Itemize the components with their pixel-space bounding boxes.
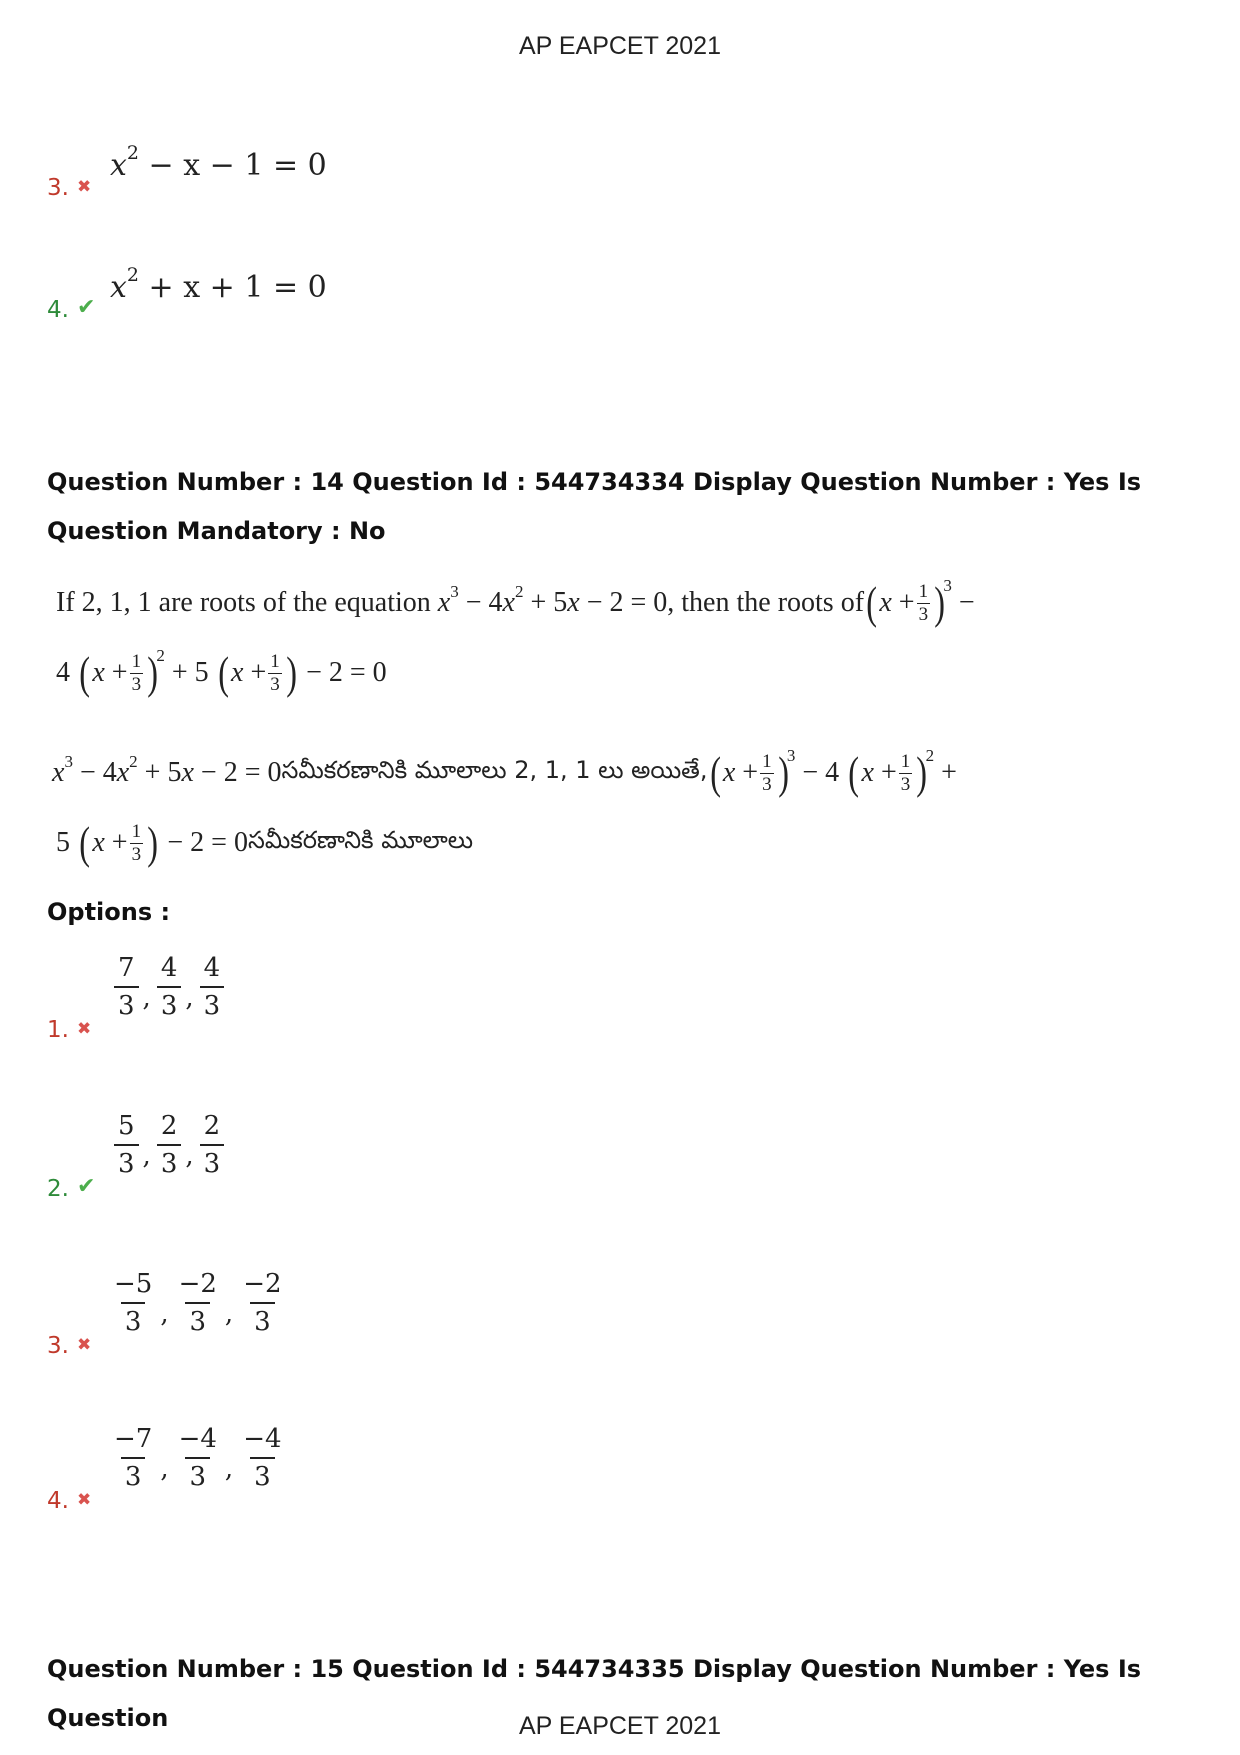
option-1[interactable] xyxy=(47,1017,107,1043)
wrong-icon: ✖ xyxy=(77,1335,92,1355)
wrong-icon: ✖ xyxy=(77,177,92,197)
option-3[interactable] xyxy=(47,1333,107,1359)
option-4[interactable] xyxy=(47,1488,107,1514)
wrong-icon: ✖ xyxy=(77,1490,92,1510)
prev-option-3-equation: $x^2 - x - 1 = 0$ xyxy=(110,142,327,183)
option-1-values: 7 3 , 4 3 , 4 3 xyxy=(114,950,224,1024)
question-14-english-line-1: If 2, 1, 1 are roots of the equation $x^3 - 4x^2 + 5x - 2 = 0$ , then the roots of ( x + $\frac{1}{3}$ ) 3 − xyxy=(56,576,975,628)
option-2-values: 5 3 , 2 3 , 2 3 xyxy=(114,1108,224,1182)
option-number: 3. xyxy=(47,175,69,201)
question-14-heading: Question Number : 14 Question Id : 544734334 Display Question Number : Yes Is Question Mandatory : No xyxy=(47,468,1142,545)
check-icon: ✔ xyxy=(77,295,96,320)
option-number: 4. xyxy=(47,1488,69,1514)
question-14-english-line-2: 4 ( x + $\frac{1}{3}$ ) 2 + 5 ( x + $\frac{1}{3}$ ) − 2 = 0 xyxy=(56,646,387,698)
wrong-icon: ✖ xyxy=(77,1019,92,1039)
question-15-heading: Question Number : 15 Question Id : 544734335 Display Question Number : Yes Is Question xyxy=(47,1655,1142,1732)
option-4-values: −7 3 , −4 3 , −4 3 xyxy=(110,1421,286,1495)
option-number: 2. xyxy=(47,1176,69,1202)
prev-option-4-equation: $x^2 + x + 1 = 0$ xyxy=(110,264,327,305)
prev-option-4[interactable] xyxy=(47,297,107,323)
check-icon: ✔ xyxy=(77,1174,96,1199)
option-2[interactable] xyxy=(47,1176,107,1202)
question-14-telugu-line-1: $x^3 - 4x^2 + 5x - 2 = 0$ సమీకరణానికి మూలాలు 2, 1, 1 లు అయితే, ( x + $\frac{1}{3}$ ) 3 − 4 ( x + $\frac{1}{3}$ ) 2 + xyxy=(52,746,957,798)
options-label: Options : xyxy=(47,898,171,926)
option-3-values: −5 3 , −2 3 , −2 3 xyxy=(110,1266,286,1340)
question-14-telugu-line-2: 5 ( x + $\frac{1}{3}$ ) − 2 = 0 సమీకరణానికి మూలాలు xyxy=(56,817,474,868)
prev-option-3[interactable] xyxy=(47,175,107,201)
page-header: AP EAPCET 2021 xyxy=(519,32,721,60)
page-footer: AP EAPCET 2021 xyxy=(519,1712,721,1740)
option-number: 3. xyxy=(47,1333,69,1359)
option-number: 4. xyxy=(47,297,69,323)
option-number: 1. xyxy=(47,1017,69,1043)
